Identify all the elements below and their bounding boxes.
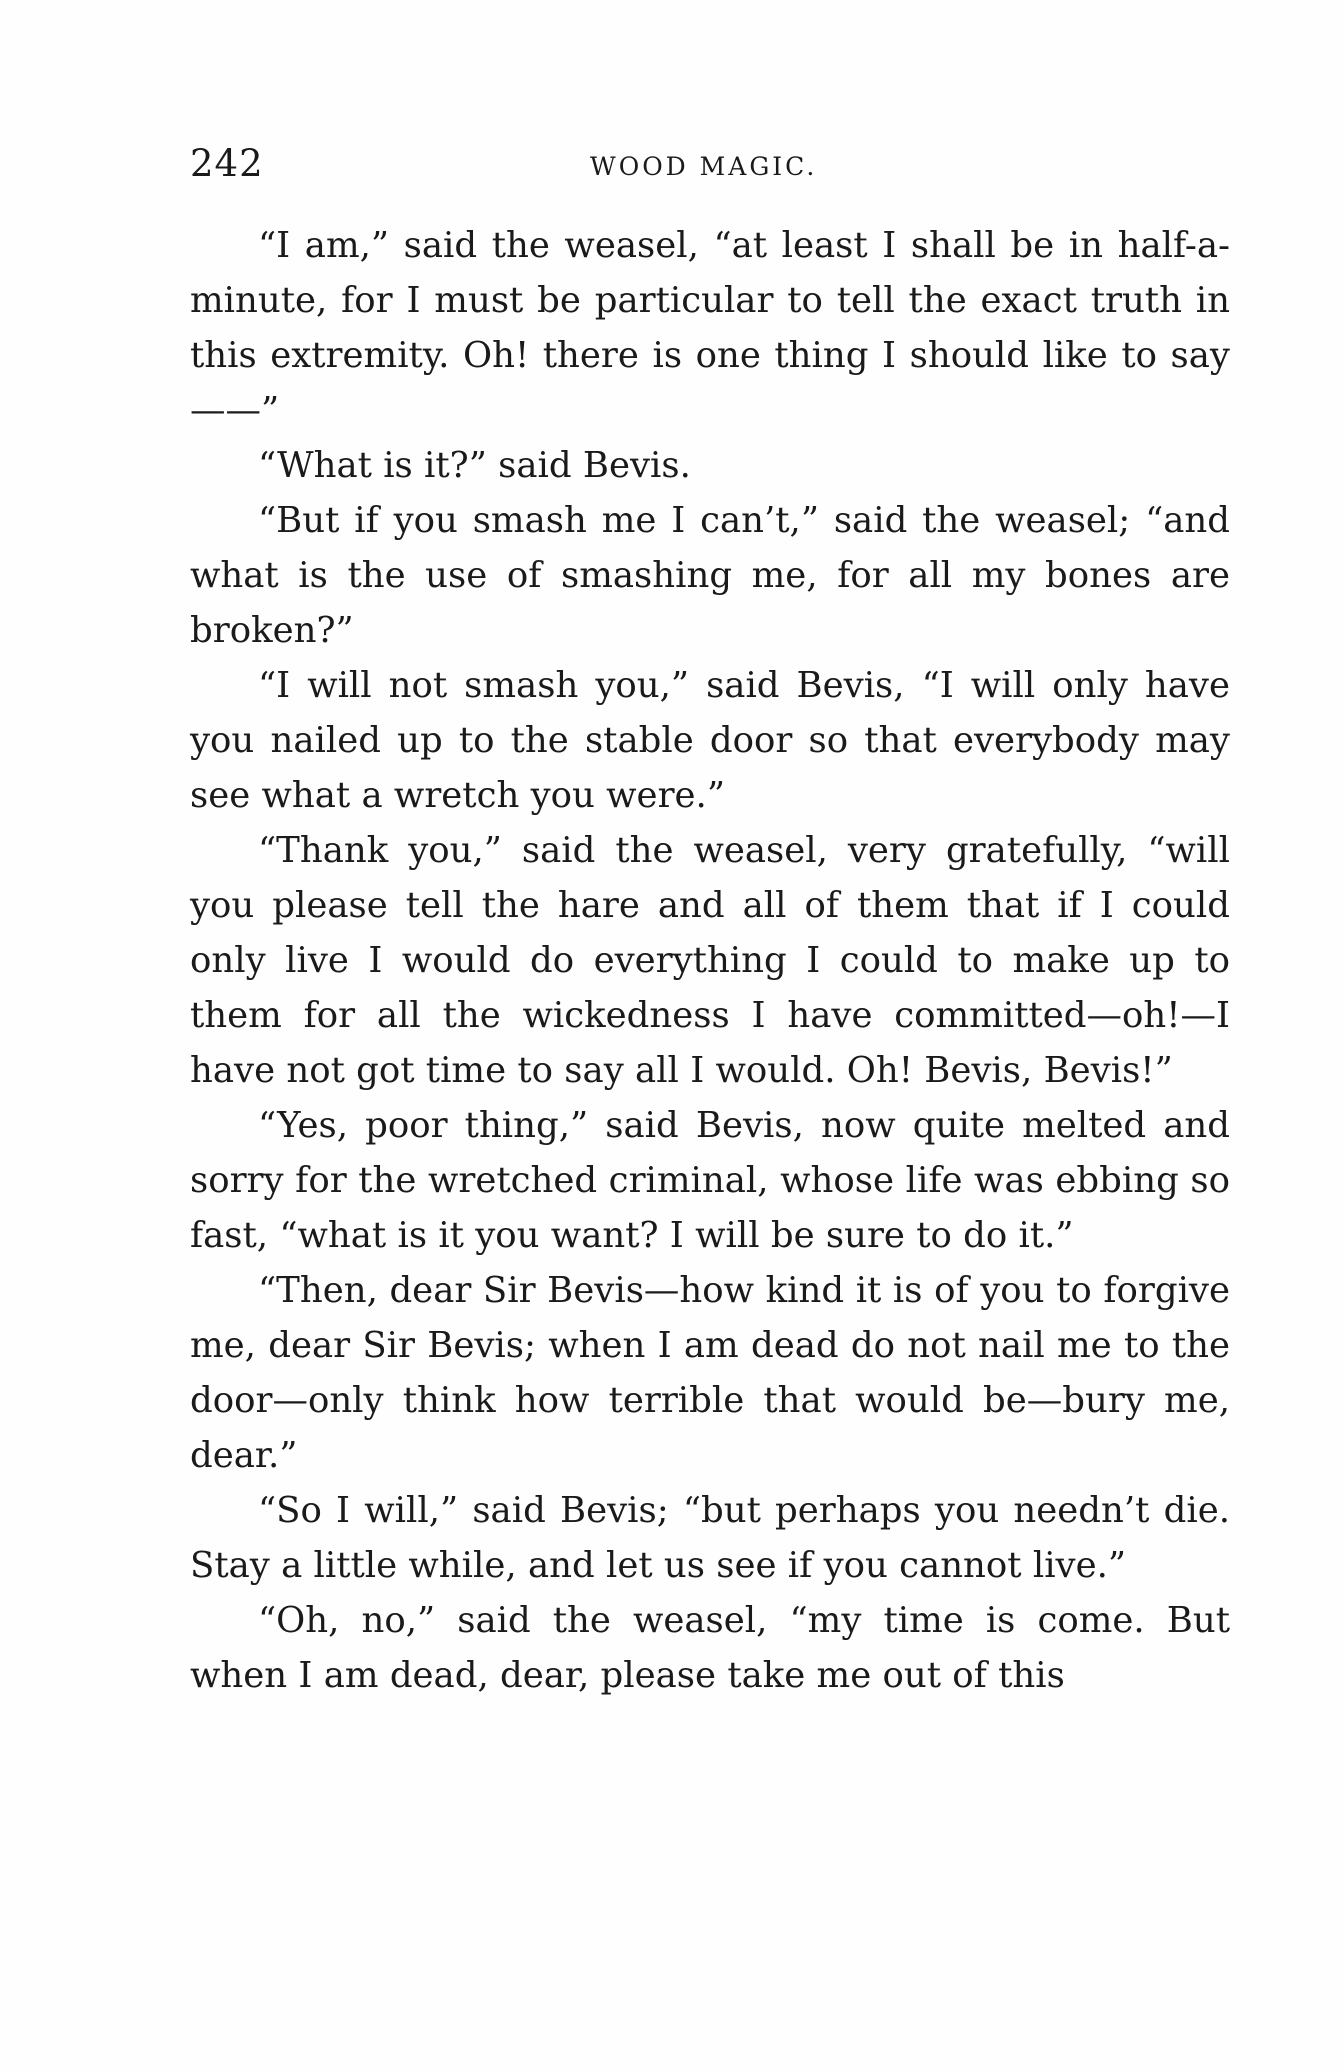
paragraph: “Then, dear Sir Bevis—how kind it is of you to forgive me, dear Sir Bevis; when I am dead do not nail me to the door—only think how terrible that would be—bury me, dear.” [190, 1270, 1230, 1476]
paragraph: “I will not smash you,” said Bevis, “I will only have you nailed up to the stable door so that everybody may see what a wretch you were.” [190, 665, 1230, 816]
paragraph: “Yes, poor thing,” said Bevis, now quite melted and sorry for the wretched criminal, whose life was ebbing so fast, “what is it you want? I will be sure to do it.” [190, 1105, 1230, 1256]
paragraph: “I am,” said the weasel, “at least I shall be in half-a-minute, for I must be particular to tell the exact truth in this extremity. Oh! there is one thing I should like to say ——” [190, 225, 1230, 431]
paragraph: “But if you smash me I can’t,” said the weasel; “and what is the use of smashing me, for all my bones are broken?” [190, 500, 1230, 651]
paragraph: “Oh, no,” said the weasel, “my time is come. But when I am dead, dear, please take me out of this [190, 1600, 1230, 1696]
paragraph: “So I will,” said Bevis; “but perhaps you needn’t die. Stay a little while, and let us see if you cannot live.” [190, 1490, 1230, 1586]
page-body [190, 218, 1230, 1703]
paragraph: “What is it?” said Bevis. [258, 445, 691, 486]
page-header [190, 142, 1230, 192]
page-number: 242 [190, 142, 264, 185]
paragraph: “Thank you,” said the weasel, very gratefully, “will you please tell the hare and all of them that if I could only live I would do everything I could to make up to them for all the wickedness I have committed—oh!—I have not got time to say all I would. Oh! Bevis, Bevis!” [190, 830, 1230, 1091]
running-title: WOOD MAGIC. [590, 152, 818, 181]
